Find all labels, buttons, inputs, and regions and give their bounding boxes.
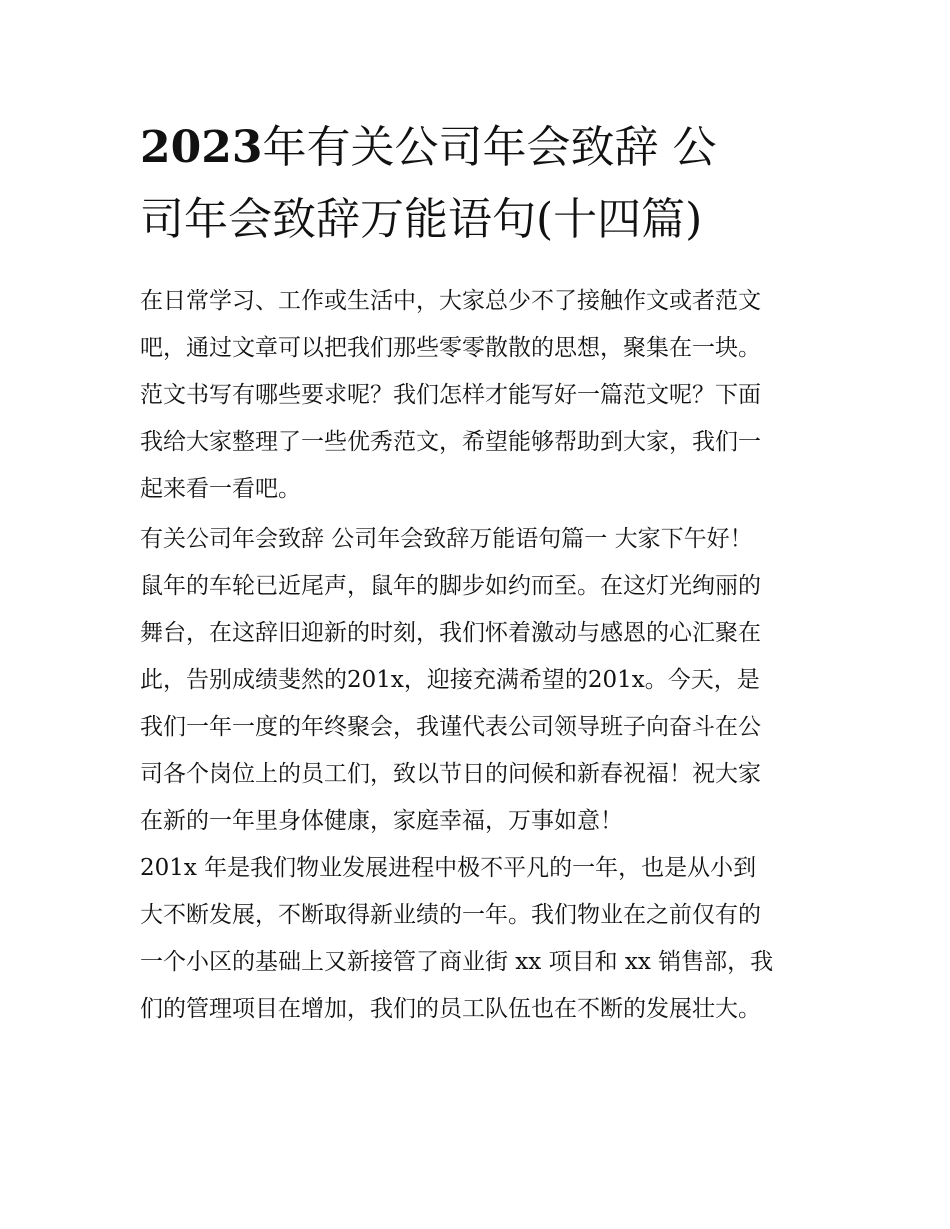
text-line: 鼠年的车轮已近尾声，鼠年的脚步如约而至。在这灯光绚丽的 [140, 573, 761, 599]
text-line: 舞台，在这辞旧迎新的时刻，我们怀着激动与感恩的心汇聚在 [140, 620, 761, 646]
text-line: 201x 年是我们物业发展进程中极不平凡的一年，也是从小到 [140, 855, 757, 881]
text-line: 我们一年一度的年终聚会，我谨代表公司领导班子向奋斗在公 [140, 714, 761, 740]
text-line: 一个小区的基础上又新接管了商业街 xx 项目和 xx 销售部，我 [140, 949, 774, 975]
title-year: 2023 [140, 122, 263, 173]
text-line: 我给大家整理了一些优秀范文，希望能够帮助到大家，我们一 [140, 429, 761, 455]
document-body [140, 278, 830, 1033]
text-line: 大不断发展，不断取得新业绩的一年。我们物业在之前仅有的 [140, 902, 761, 928]
title-line-1 [140, 112, 830, 184]
text-line: 有关公司年会致辞 公司年会致辞万能语句篇一 大家下午好！ [140, 526, 753, 552]
paragraph-speech-opening [140, 516, 830, 845]
document-title [140, 112, 830, 256]
text-line: 司各个岗位上的员工们，致以节日的问候和新春祝福！祝大家 [140, 761, 761, 787]
text-line: 们的管理项目在增加，我们的员工队伍也在不断的发展壮大。 [140, 996, 761, 1022]
text-line: 在新的一年里身体健康，家庭幸福，万事如意！ [140, 808, 623, 834]
title-line-2: 司年会致辞万能语句(十四篇) [140, 194, 703, 245]
paragraph-year-review [140, 845, 830, 1033]
text-line: 在日常学习、工作或生活中，大家总少不了接触作文或者范文 [140, 288, 761, 314]
text-line: 此，告别成绩斐然的201x，迎接充满希望的201x。今天，是 [140, 667, 760, 693]
paragraph-intro [140, 278, 830, 513]
text-line: 起来看一看吧。 [140, 476, 301, 502]
title-line-1-text: 年有关公司年会致辞 公 [262, 122, 717, 173]
text-line: 范文书写有哪些要求呢？我们怎样才能写好一篇范文呢？下面 [140, 382, 761, 408]
text-line: 吧，通过文章可以把我们那些零零散散的思想，聚集在一块。 [140, 335, 761, 361]
